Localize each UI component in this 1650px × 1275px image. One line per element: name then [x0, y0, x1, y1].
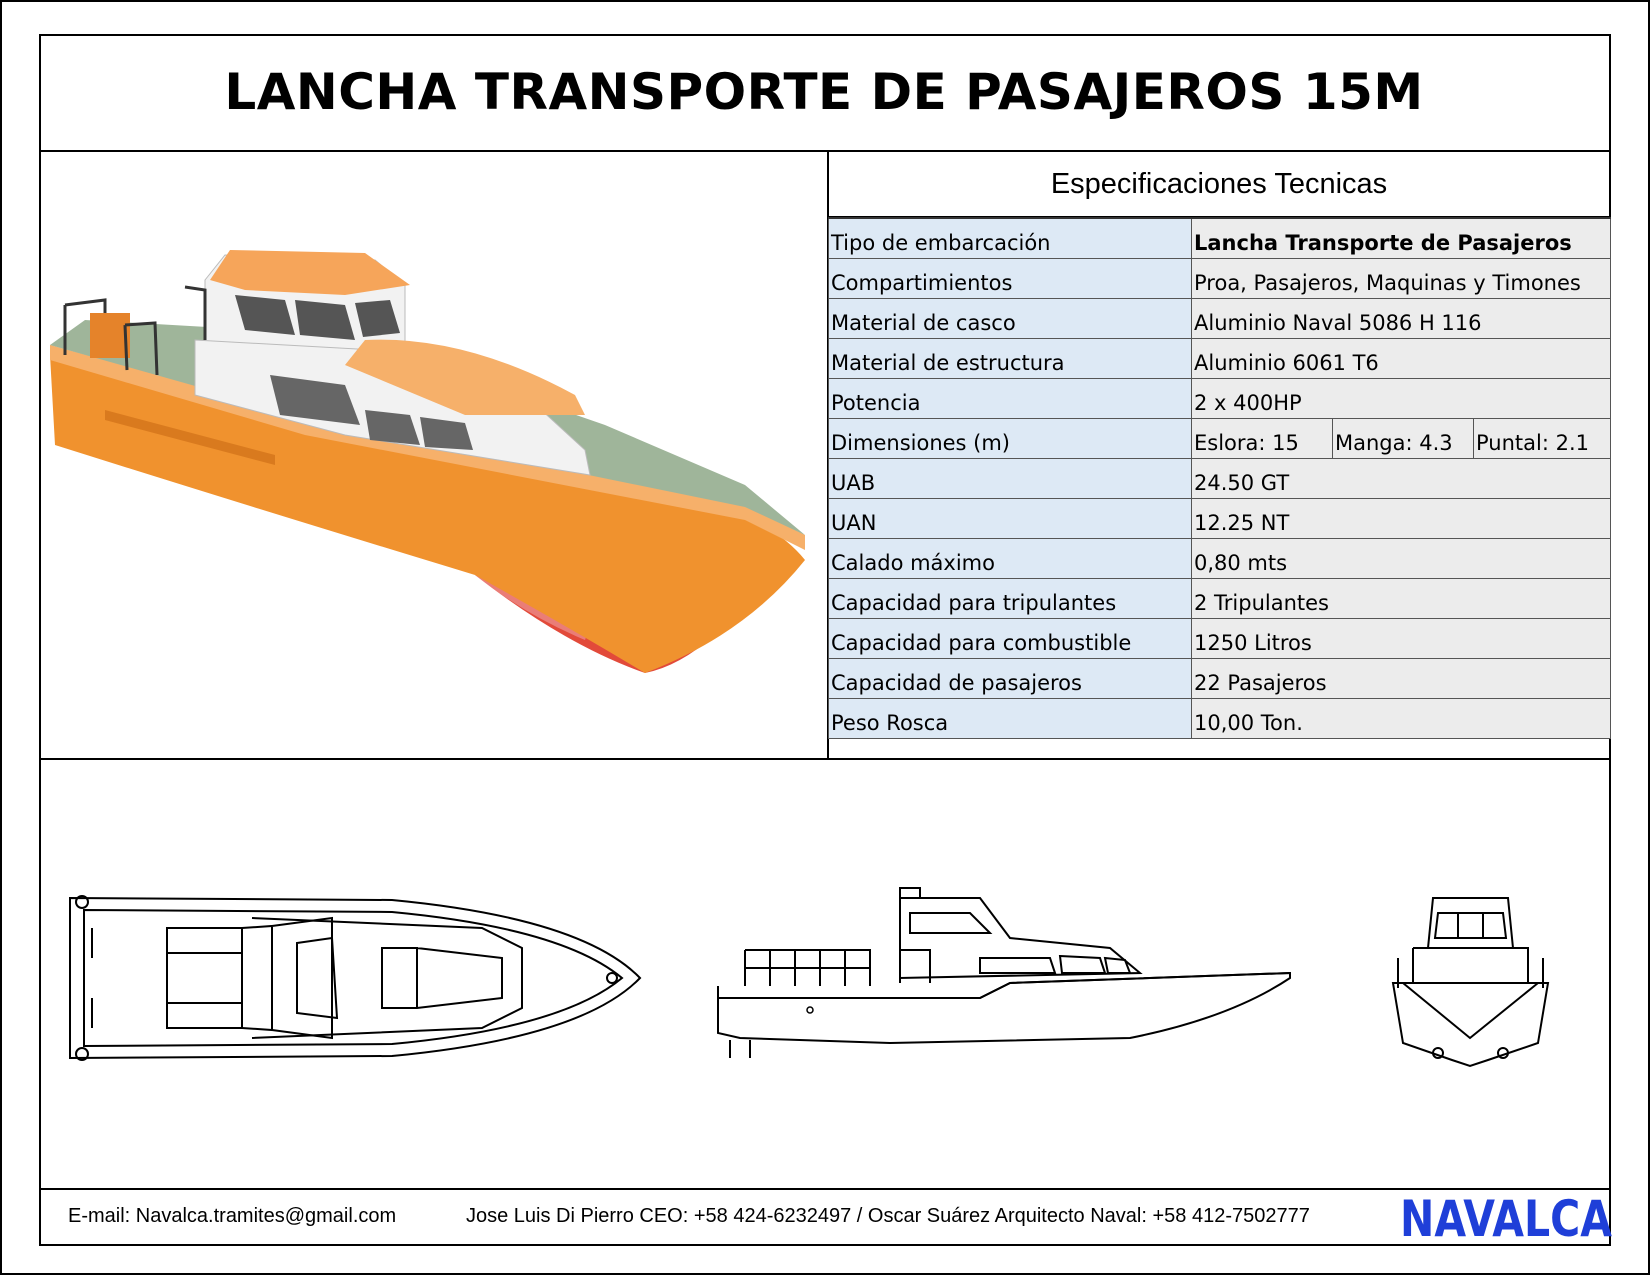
boat-plan-view [62, 888, 647, 1068]
footer-email: E-mail: Navalca.tramites@gmail.com [68, 1204, 397, 1227]
table-row [829, 419, 1611, 459]
table-row [829, 619, 1611, 659]
spec-label: Capacidad de pasajeros [829, 659, 1192, 699]
specs-heading: Especificaciones Tecnicas [1050, 167, 1388, 200]
spec-eslora: Eslora: 15 [1192, 419, 1333, 459]
spec-value: 22 Pasajeros [1192, 659, 1611, 699]
spec-manga: Manga: 4.3 [1333, 419, 1474, 459]
spec-value: 12.25 NT [1192, 499, 1611, 539]
spec-value: Aluminio 6061 T6 [1192, 339, 1611, 379]
spec-value: Aluminio Naval 5086 H 116 [1192, 299, 1611, 339]
spec-label: Tipo de embarcación [829, 218, 1192, 259]
spec-value: Lancha Transporte de Pasajeros [1192, 218, 1611, 259]
footer-contacts: Jose Luis Di Pierro CEO: +58 424-6232497 / Oscar Suárez Arquitecto Naval: +58 412-7502777 [466, 1204, 1310, 1227]
table-row [829, 218, 1611, 259]
spec-label: Peso Rosca [829, 699, 1192, 739]
spec-label: Calado máximo [829, 539, 1192, 579]
boat-profile-view [710, 888, 1305, 1068]
spec-value: 2 Tripulantes [1192, 579, 1611, 619]
spec-value: 24.50 GT [1192, 459, 1611, 499]
table-row [829, 459, 1611, 499]
specs-table [828, 217, 1611, 739]
spec-puntal: Puntal: 2.1 [1474, 419, 1611, 459]
spec-value: 2 x 400HP [1192, 379, 1611, 419]
footer-divider [39, 1188, 1609, 1190]
spec-label: Dimensiones (m) [829, 419, 1192, 459]
navalca-logo [1400, 1190, 1613, 1248]
spec-value: 0,80 mts [1192, 539, 1611, 579]
spec-label: Compartimientos [829, 259, 1192, 299]
title-block [39, 34, 1609, 152]
table-row [829, 579, 1611, 619]
table-row [829, 539, 1611, 579]
boat-front-view [1388, 888, 1553, 1068]
spec-label: UAN [829, 499, 1192, 539]
spec-label: Capacidad para tripulantes [829, 579, 1192, 619]
spec-value: Proa, Pasajeros, Maquinas y Timones [1192, 259, 1611, 299]
table-row [829, 299, 1611, 339]
table-row [829, 379, 1611, 419]
logo-text: NAVALCA [1400, 1190, 1613, 1248]
boat-3d-render [45, 245, 820, 685]
horizontal-divider [39, 758, 1609, 760]
spec-label: Material de casco [829, 299, 1192, 339]
spec-label: UAB [829, 459, 1192, 499]
table-row [829, 259, 1611, 299]
table-row [829, 659, 1611, 699]
spec-value: 1250 Litros [1192, 619, 1611, 659]
table-row [829, 699, 1611, 739]
spec-label: Capacidad para combustible [829, 619, 1192, 659]
spec-label: Material de estructura [829, 339, 1192, 379]
table-row [829, 339, 1611, 379]
spec-label: Potencia [829, 379, 1192, 419]
page-title: LANCHA TRANSPORTE DE PASAJEROS 15M [224, 63, 1424, 121]
table-row [829, 499, 1611, 539]
spec-value: 10,00 Ton. [1192, 699, 1611, 739]
